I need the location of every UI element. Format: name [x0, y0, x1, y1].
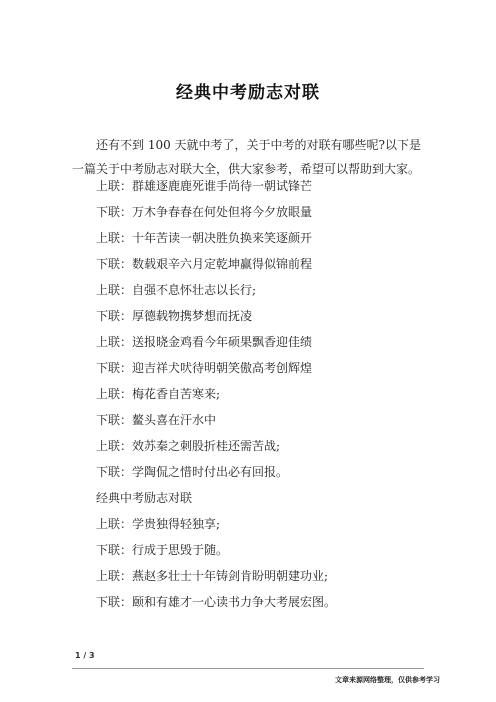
couplet-line: 上联：燕赵多壮士十年铸剑肯盼明朝建功业; [96, 569, 329, 583]
couplet-line: 上联：送报晓金鸡看今年硕果飘香迎佳绩 [96, 335, 313, 349]
couplet-line: 上联：梅花香自苦寒来; [96, 387, 221, 401]
page-number: 1 / 3 [75, 651, 95, 660]
intro-paragraph: 还有不到 100 天就中考了，关于中考的对联有哪些呢?以下是一篇关于中考励志对联大全，供大家参考，希望可以帮助到大家。 [72, 138, 421, 176]
footer-note: 文章来源网络整理，仅供参考学习 [335, 676, 440, 684]
couplet-line: 下联：鳌头喜在汗水中 [96, 413, 217, 427]
couplet-list [96, 173, 436, 615]
couplet-line: 下联：学陶侃之惜时付出必有回报。 [96, 465, 289, 479]
couplet-line: 上联：自强不息怀壮志以长行; [96, 283, 257, 297]
couplet-line: 下联：厚德载物携梦想而抚凌 [96, 309, 253, 323]
couplet-line: 上联：效苏秦之刺股折桂还需苦战; [96, 439, 281, 453]
couplet-line: 上联：十年苦读一朝决胜负换来笑逐颜开 [96, 231, 313, 245]
footer-divider [72, 668, 424, 669]
page-title: 经典中考励志对联 [176, 83, 320, 103]
section-heading: 经典中考励志对联 [96, 491, 193, 505]
couplet-line: 下联：行成于思毁于随。 [96, 543, 229, 557]
couplet-line: 下联：迎吉祥犬吠待明朝笑傲高考创辉煌 [96, 361, 313, 375]
couplet-line: 下联：颐和有雄才一心读书力争大考展宏图。 [96, 595, 337, 609]
couplet-line: 下联：数载艰辛六月定乾坤赢得似锦前程 [96, 257, 313, 271]
couplet-line: 上联：学贵独得轻独享; [96, 517, 221, 531]
couplet-line: 上联：群雄逐鹿鹿死谁手尚待一朝试锋芒 [96, 179, 313, 193]
couplet-line: 下联：万木争春春在何处但将今夕放眼量 [96, 205, 313, 219]
